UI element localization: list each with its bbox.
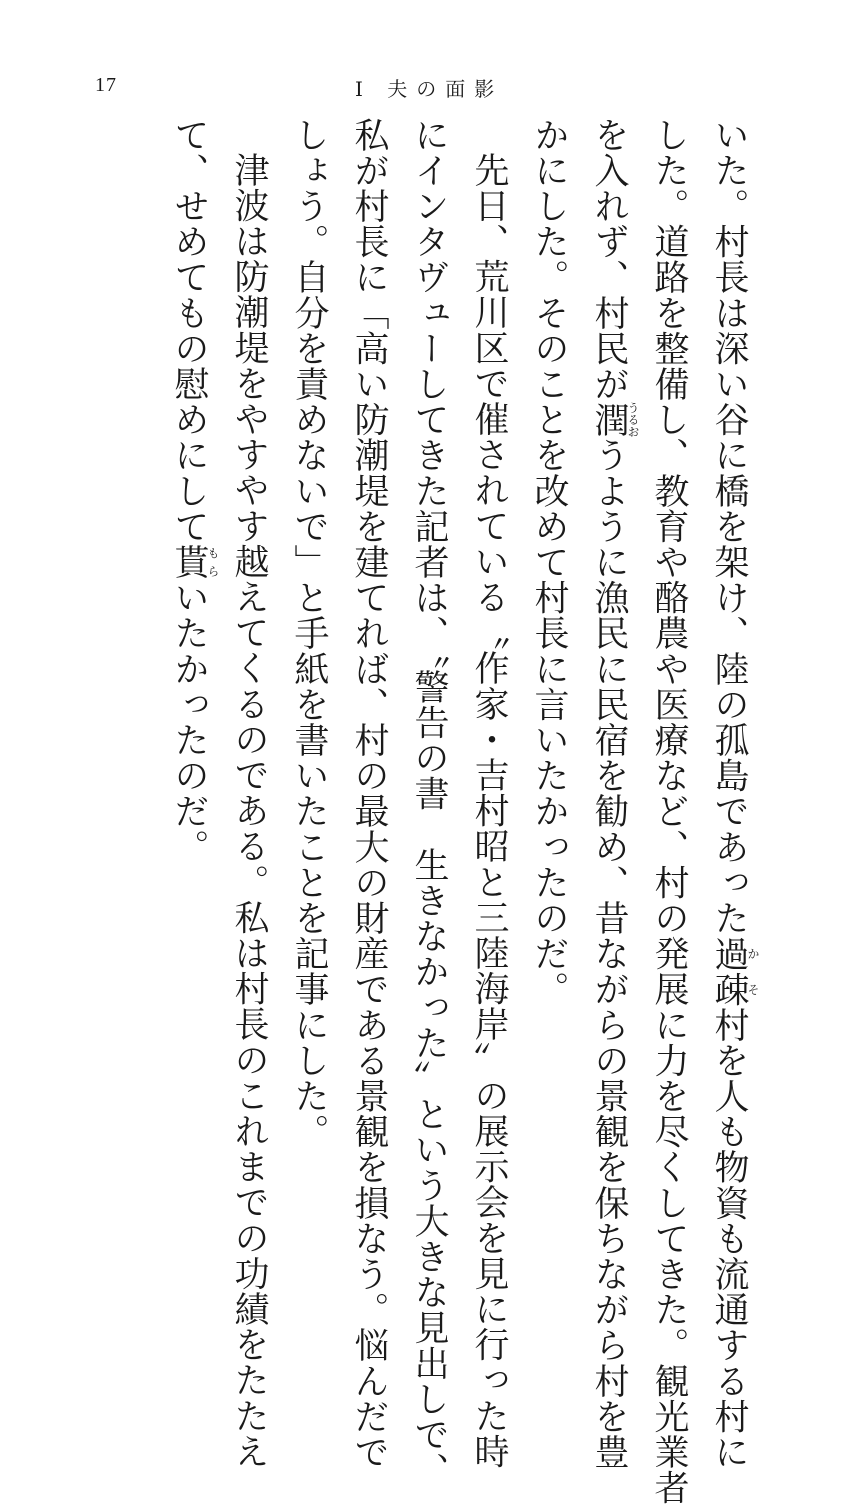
text-line-8: しょう。自分を責めないで」と手紙を書いたことを記事にした。: [289, 117, 329, 1150]
body-text: [159, 117, 760, 1505]
text-line-3-end: うように漁民に民宿を勧め、昔ながらの景観を保ちながら村を豊: [589, 437, 629, 1470]
text-line-1: [699, 117, 760, 1470]
text-line-2: した。道路を整備し、教育や酪農や医療など、村の発展に力を尽くしてきた。観光業者: [649, 117, 689, 1505]
text-line-1-start: いた。村長は深い谷に橋を架け、陸の孤島であった: [709, 117, 749, 936]
ruby-kaso: [709, 935, 760, 1008]
ruby-kaso-reading: かそ: [746, 935, 760, 1008]
text-line-10-start: て、せめてもの慰めにして: [169, 117, 209, 545]
ruby-uruo-base: 潤: [589, 401, 629, 438]
ruby-uruo-reading: うるお: [626, 401, 640, 438]
ruby-mora-base: 貰: [169, 544, 209, 580]
text-line-9: 津波は防潮堤をやすやす越えてくるのである。私は村長のこれまでの功績をたたえ: [229, 152, 269, 1470]
ruby-mora: [169, 544, 220, 580]
text-line-10-end: いたかったのだ。: [169, 579, 209, 865]
text-line-3: [579, 117, 640, 1470]
ruby-kaso-base: 過疎: [709, 935, 749, 1008]
page-number: 17: [95, 74, 117, 96]
text-line-5: 先日、荒川区で催されている〝作家・吉村昭と三陸海岸〟の展示会を見に行った時: [469, 152, 509, 1470]
text-line-3-start: を入れず、村民が: [589, 117, 629, 402]
running-head: I 夫の面影: [355, 77, 504, 101]
text-line-1-end: 村を人も物資も流通する村に: [709, 1007, 749, 1470]
text-line-4: かにした。そのことを改めて村長に言いたかったのだ。: [529, 117, 569, 1007]
text-line-10: [159, 117, 219, 1117]
text-line-6: にインタヴューしてきた記者は、〝警告の書 生きなかった〟という大きな見出しで、: [409, 117, 449, 1488]
ruby-uruo: [589, 401, 640, 438]
ruby-mora-reading: もら: [206, 544, 220, 580]
text-line-7: 私が村長に「高い防潮堤を建てれば、村の最大の財産である景観を損なう。悩んだで: [349, 117, 389, 1470]
